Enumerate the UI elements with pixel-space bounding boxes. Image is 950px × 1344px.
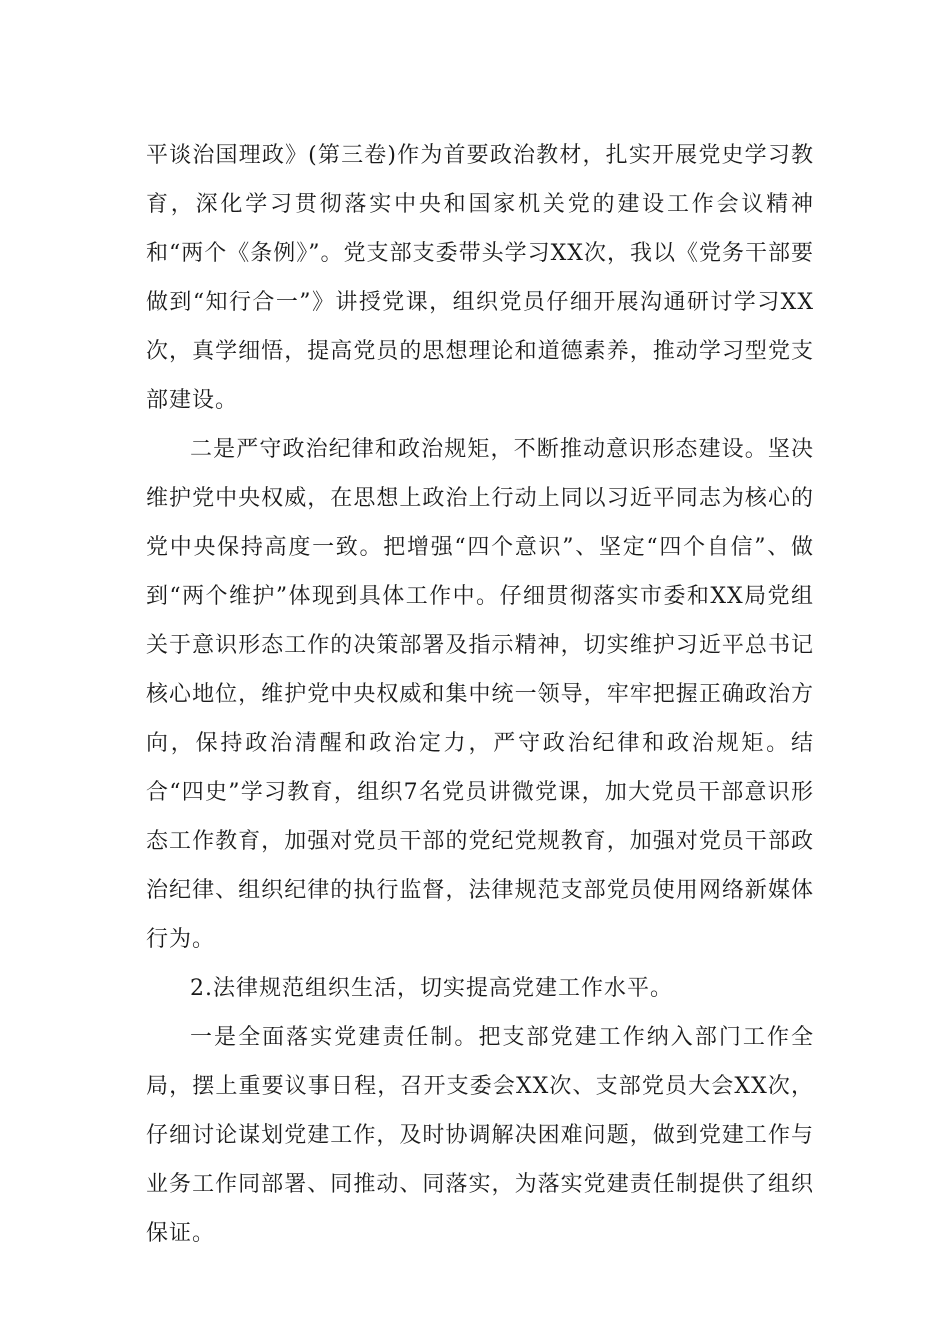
paragraph-political-discipline: 二是严守政治纪律和政治规矩，不断推动意识形态建设。坚决维护党中央权威，在思想上政治上行动上同以习近平同志为核心的党中央保持高度一致。把增强“四个意识”、坚定“四个自信”、做到“两个维护”体现到具体工作中。仔细贯彻落实市委和XX局党组关于意识形态工作的决策部署及指示精神，切实维护习近平总书记核心地位，维护党中央权威和集中统一领导，牢牢把握正确政治方向，保持政治清醒和政治定力，严守政治纪律和政治规矩。结合“四史”学习教育，组织7名党员讲微党课，加大党员干部意识形态工作教育，加强对党员干部的党纪党规教育，加强对党员干部政治纪律、组织纪律的执行监督，法律规范支部党员使用网络新媒体行为。 [146,437,814,952]
section-heading-organization-life: 2.法律规范组织生活，切实提高党建工作水平。 [190,976,673,1001]
document-body [146,131,814,1258]
paragraph-party-responsibility: 一是全面落实党建责任制。把支部党建工作纳入部门工作全局，摆上重要议事日程，召开支委会XX次、支部党员大会XX次，仔细讨论谋划党建工作，及时协调解决困难问题，做到党建工作与业务工作同部署、同推动、同落实，为落实党建责任制提供了组织保证。 [146,1025,814,1246]
paragraph-study-continuation: 平谈治国理政》(第三卷)作为首要政治教材，扎实开展党史学习教育，深化学习贯彻落实中央和国家机关党的建设工作会议精神和“两个《条例》”。党支部支委带头学习XX次，我以《党务干部要做到“知行合一”》讲授党课，组织党员仔细开展沟通研讨学习XX次，真学细悟，提高党员的思想理论和道德素养，推动学习型党支部建设。 [146,143,814,413]
